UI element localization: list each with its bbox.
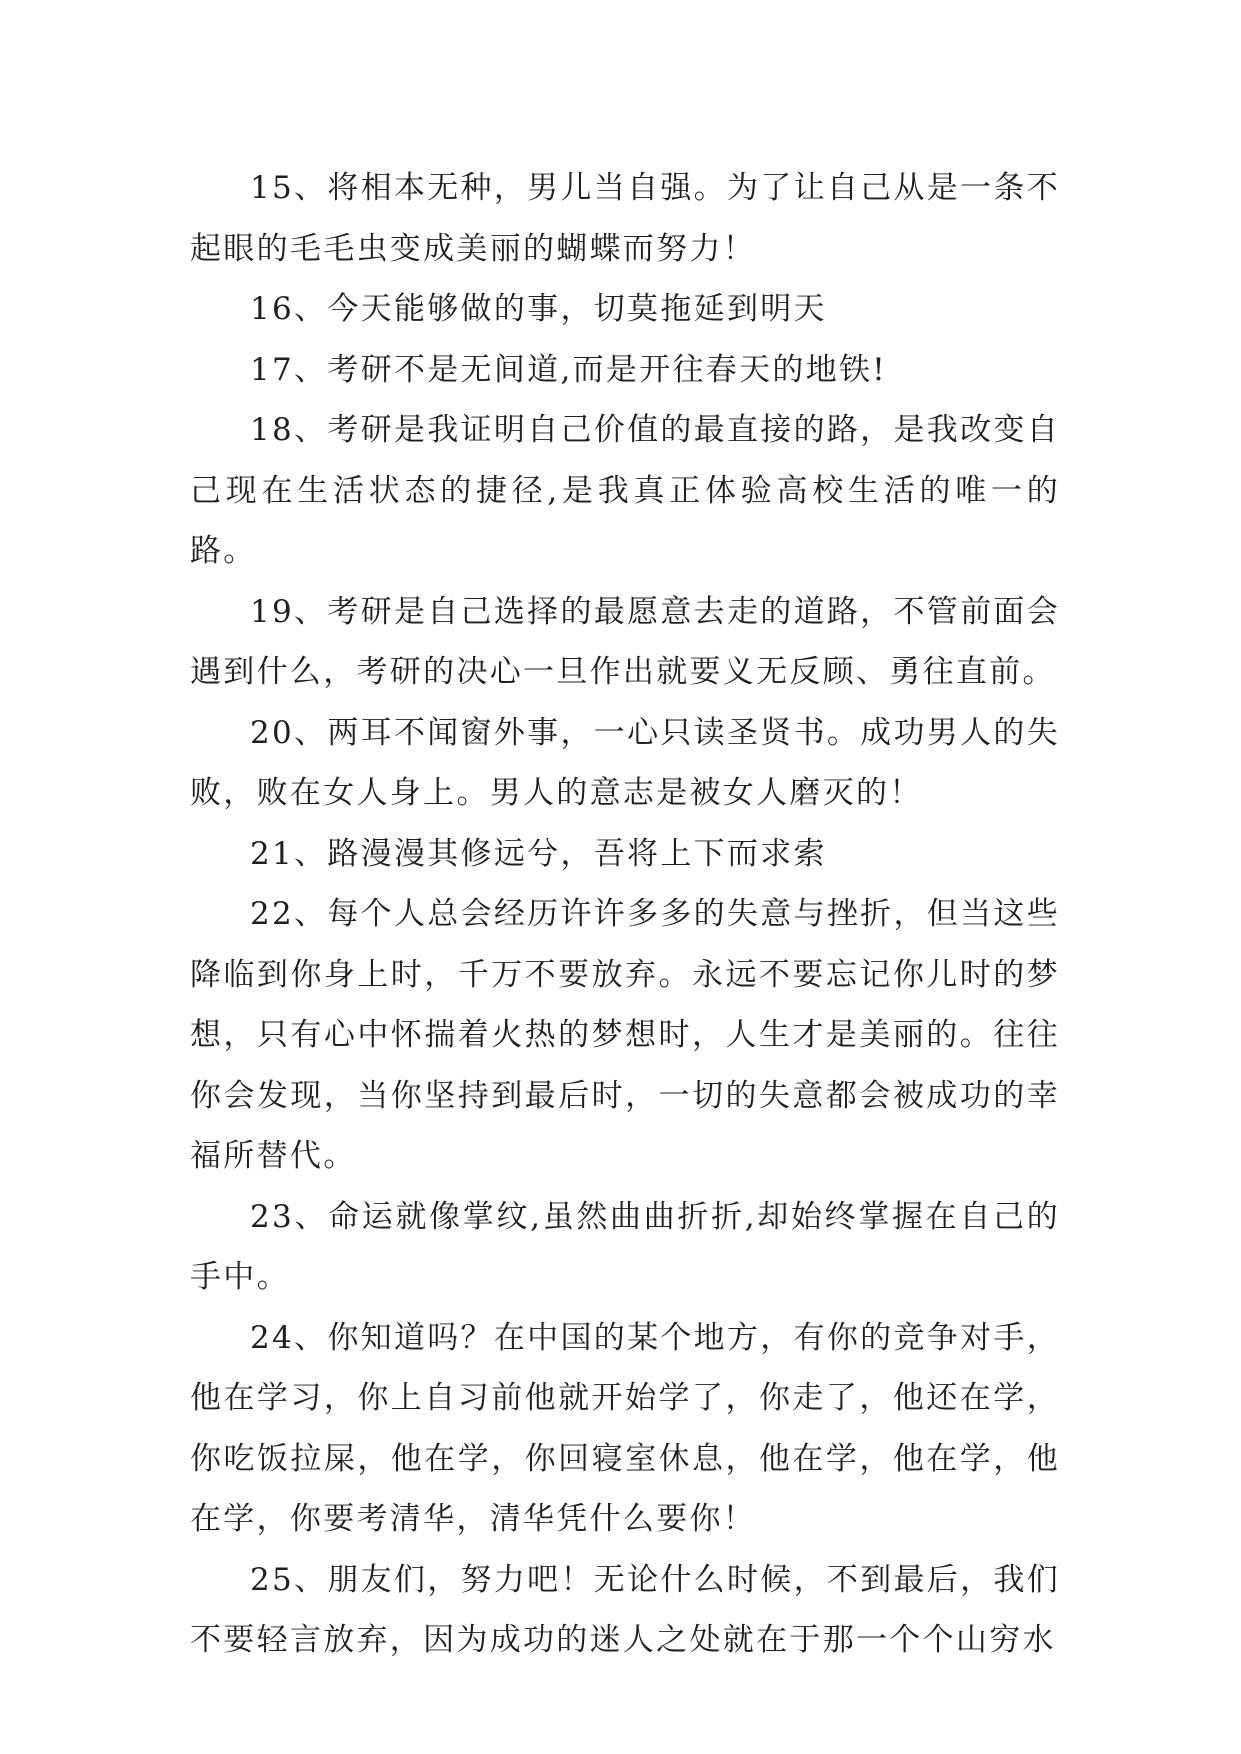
paragraph-25: 25、朋友们，努力吧！无论什么时候，不到最后，我们不要轻言放弃，因为成功的迷人之处就在于那一个个山穷水 [190, 1561, 1060, 1658]
paragraph-18: 18、考研是我证明自己价值的最直接的路，是我改变自己现在生活状态的捷径,是我真正体验高校生活的唯一的路。 [190, 412, 1060, 569]
paragraph-16: 16、今天能够做的事，切莫拖延到明天 [250, 291, 827, 327]
paragraph-21: 21、路漫漫其修远兮，吾将上下而求索 [250, 835, 827, 872]
paragraph-24: 24、你知道吗？在中国的某个地方，有你的竞争对手，他在学习，你上自习前他就开始学了，你走了，他还在学，你吃饭拉屎，他在学，你回寝室休息，他在学，他在学，他在学，你要考清华，清华凭什么要你！ [190, 1319, 1060, 1537]
paragraph-15: 15、将相本无种，男儿当自强。为了让自己从是一条不起眼的毛毛虫变成美丽的蝴蝶而努力！ [190, 170, 1060, 267]
paragraph-23: 23、命运就像掌纹,虽然曲曲折折,却始终掌握在自己的手中。 [190, 1198, 1060, 1295]
paragraph-22: 22、每个人总会经历许许多多的失意与挫折，但当这些降临到你身上时，千万不要放弃。永远不要忘记你儿时的梦想，只有心中怀揣着火热的梦想时，人生才是美丽的。往往你会发现，当你坚持到最后时，一切的失意都会被成功的幸福所替代。 [190, 896, 1060, 1174]
paragraph-19: 19、考研是自己选择的最愿意去走的道路，不管前面会遇到什么，考研的决心一旦作出就要义无反顾、勇往直前。 [190, 593, 1060, 690]
document-body [190, 158, 1060, 1671]
paragraph-20: 20、两耳不闻窗外事，一心只读圣贤书。成功男人的失败，败在女人身上。男人的意志是被女人磨灭的！ [190, 714, 1060, 811]
paragraph-17: 17、考研不是无间道,而是开往春天的地铁! [250, 351, 888, 388]
